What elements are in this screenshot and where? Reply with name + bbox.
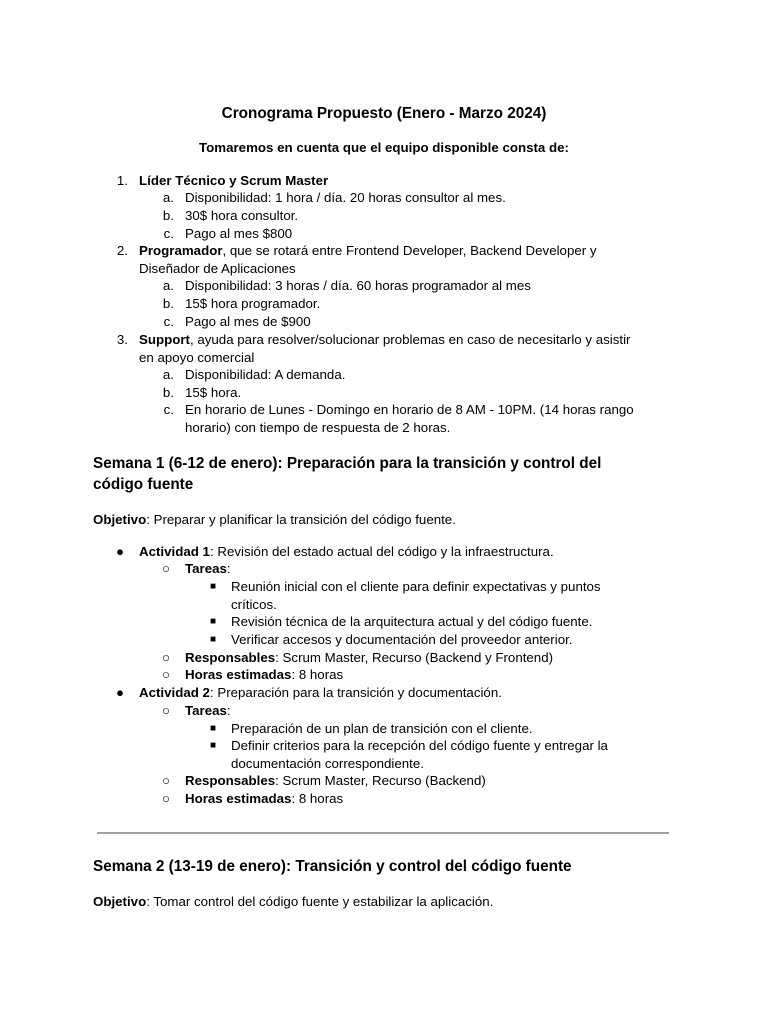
responsables: [185, 649, 553, 667]
list-mark: a.: [162, 190, 174, 205]
list-mark: b.: [162, 385, 174, 400]
team-desc: , ayuda para resolver/solucionar problemas en caso de necesitarlo y asistir: [189, 332, 631, 347]
team-number-1: 1.: [116, 173, 128, 188]
team-detail: Disponibilidad: A demanda.: [185, 367, 346, 382]
team-name: Líder Técnico y Scrum Master: [139, 173, 329, 188]
team-item-1: [139, 172, 328, 190]
team-detail-cont: horario) con tiempo de respuesta de 2 horas.: [185, 420, 451, 435]
hours-label: Horas estimadas: [185, 791, 292, 806]
tasks-label: [185, 702, 231, 720]
task-item-cont: críticos.: [231, 597, 277, 612]
colon: :: [226, 703, 231, 718]
list-mark: a.: [162, 367, 174, 382]
objective-text: : Preparar y planificar la transición del código fuente.: [146, 512, 456, 527]
resp-text: : Scrum Master, Recurso (Backend y Frontend): [275, 650, 554, 665]
hours-text: : 8 horas: [291, 667, 344, 682]
activity-label: Actividad 2: [139, 685, 210, 700]
team-desc: , que se rotará entre Frontend Developer, Backend Developer y: [222, 243, 597, 258]
team-detail: 15$ hora.: [185, 385, 242, 400]
team-detail: Disponibilidad: 1 hora / día. 20 horas consultor al mes.: [185, 190, 506, 205]
objective-text: : Tomar control del código fuente y estabilizar la aplicación.: [146, 894, 494, 909]
square-bullet: ■: [209, 616, 217, 627]
list-mark: b.: [162, 208, 174, 223]
task-item: Verificar accesos y documentación del proveedor anterior.: [231, 632, 573, 647]
list-mark: a.: [162, 278, 174, 293]
hours-text: : 8 horas: [291, 791, 344, 806]
objective-label: Objetivo: [93, 894, 147, 909]
team-number-3: 3.: [116, 332, 128, 347]
task-item: Revisión técnica de la arquitectura actual y del código fuente.: [231, 614, 593, 629]
team-detail: 30$ hora consultor.: [185, 208, 299, 223]
task-item-cont: documentación correspondiente.: [231, 756, 424, 771]
activity-2: [139, 684, 502, 702]
activity-text: : Revisión del estado actual del código y la infraestructura.: [209, 544, 554, 559]
horas-estimadas: [185, 666, 343, 684]
objective-label: Objetivo: [93, 512, 147, 527]
circle-bullet: ○: [161, 703, 171, 718]
activity-label: Actividad 1: [139, 544, 210, 559]
week1-heading-cont: código fuente: [93, 476, 194, 493]
team-detail: Disponibilidad: 3 horas / día. 60 horas programador al mes: [185, 278, 531, 293]
team-detail: Pago al mes $800: [185, 226, 293, 241]
square-bullet: ■: [209, 723, 217, 734]
square-bullet: ■: [209, 581, 217, 592]
task-item: Preparación de un plan de transición con el cliente.: [231, 721, 533, 736]
circle-bullet: ○: [161, 650, 171, 665]
list-mark: c.: [163, 314, 174, 329]
square-bullet: ■: [209, 740, 217, 751]
week2-heading: Semana 2 (13-19 de enero): Transición y control del código fuente: [93, 858, 572, 875]
team-item-3: [139, 331, 630, 349]
colon: :: [226, 561, 231, 576]
team-desc-cont: en apoyo comercial: [139, 350, 255, 365]
list-mark: b.: [162, 296, 174, 311]
resp-text: : Scrum Master, Recurso (Backend): [275, 773, 486, 788]
horizontal-rule: [97, 832, 669, 834]
week1-heading: Semana 1 (6-12 de enero): Preparación para la transición y control del: [93, 455, 602, 472]
circle-bullet: ○: [161, 667, 171, 682]
resp-label: Responsables: [185, 650, 276, 665]
list-mark: c.: [163, 402, 174, 417]
week2-objective: [93, 893, 493, 911]
team-name: Programador: [139, 243, 223, 258]
circle-bullet: ○: [161, 773, 171, 788]
team-detail: 15$ hora programador.: [185, 296, 321, 311]
task-item: Definir criterios para la recepción del código fuente y entregar la: [231, 738, 608, 753]
disc-bullet: ●: [115, 685, 125, 700]
team-detail: En horario de Lunes - Domingo en horario de 8 AM - 10PM. (14 horas rango: [185, 402, 634, 417]
responsables: [185, 772, 486, 790]
activity-1: [139, 543, 554, 561]
week1-objective: [93, 511, 456, 529]
circle-bullet: ○: [161, 791, 171, 806]
resp-label: Responsables: [185, 773, 276, 788]
circle-bullet: ○: [161, 561, 171, 576]
team-number-2: 2.: [116, 243, 128, 258]
square-bullet: ■: [209, 634, 217, 645]
disc-bullet: ●: [115, 544, 125, 559]
team-item-2: [139, 242, 597, 260]
tasks-label-text: Tareas: [185, 561, 227, 576]
horas-estimadas: [185, 790, 343, 808]
task-item: Reunión inicial con el cliente para definir expectativas y puntos: [231, 579, 601, 594]
tasks-label-text: Tareas: [185, 703, 227, 718]
team-detail: Pago al mes de $900: [185, 314, 311, 329]
hours-label: Horas estimadas: [185, 667, 292, 682]
document-subtitle: Tomaremos en cuenta que el equipo disponible consta de:: [199, 140, 569, 155]
document-title: Cronograma Propuesto (Enero - Marzo 2024): [221, 105, 547, 122]
team-desc-cont: Diseñador de Aplicaciones: [139, 261, 296, 276]
activity-text: : Preparación para la transición y documentación.: [209, 685, 502, 700]
tasks-label: [185, 560, 231, 578]
list-mark: c.: [163, 226, 174, 241]
team-name: Support: [139, 332, 190, 347]
